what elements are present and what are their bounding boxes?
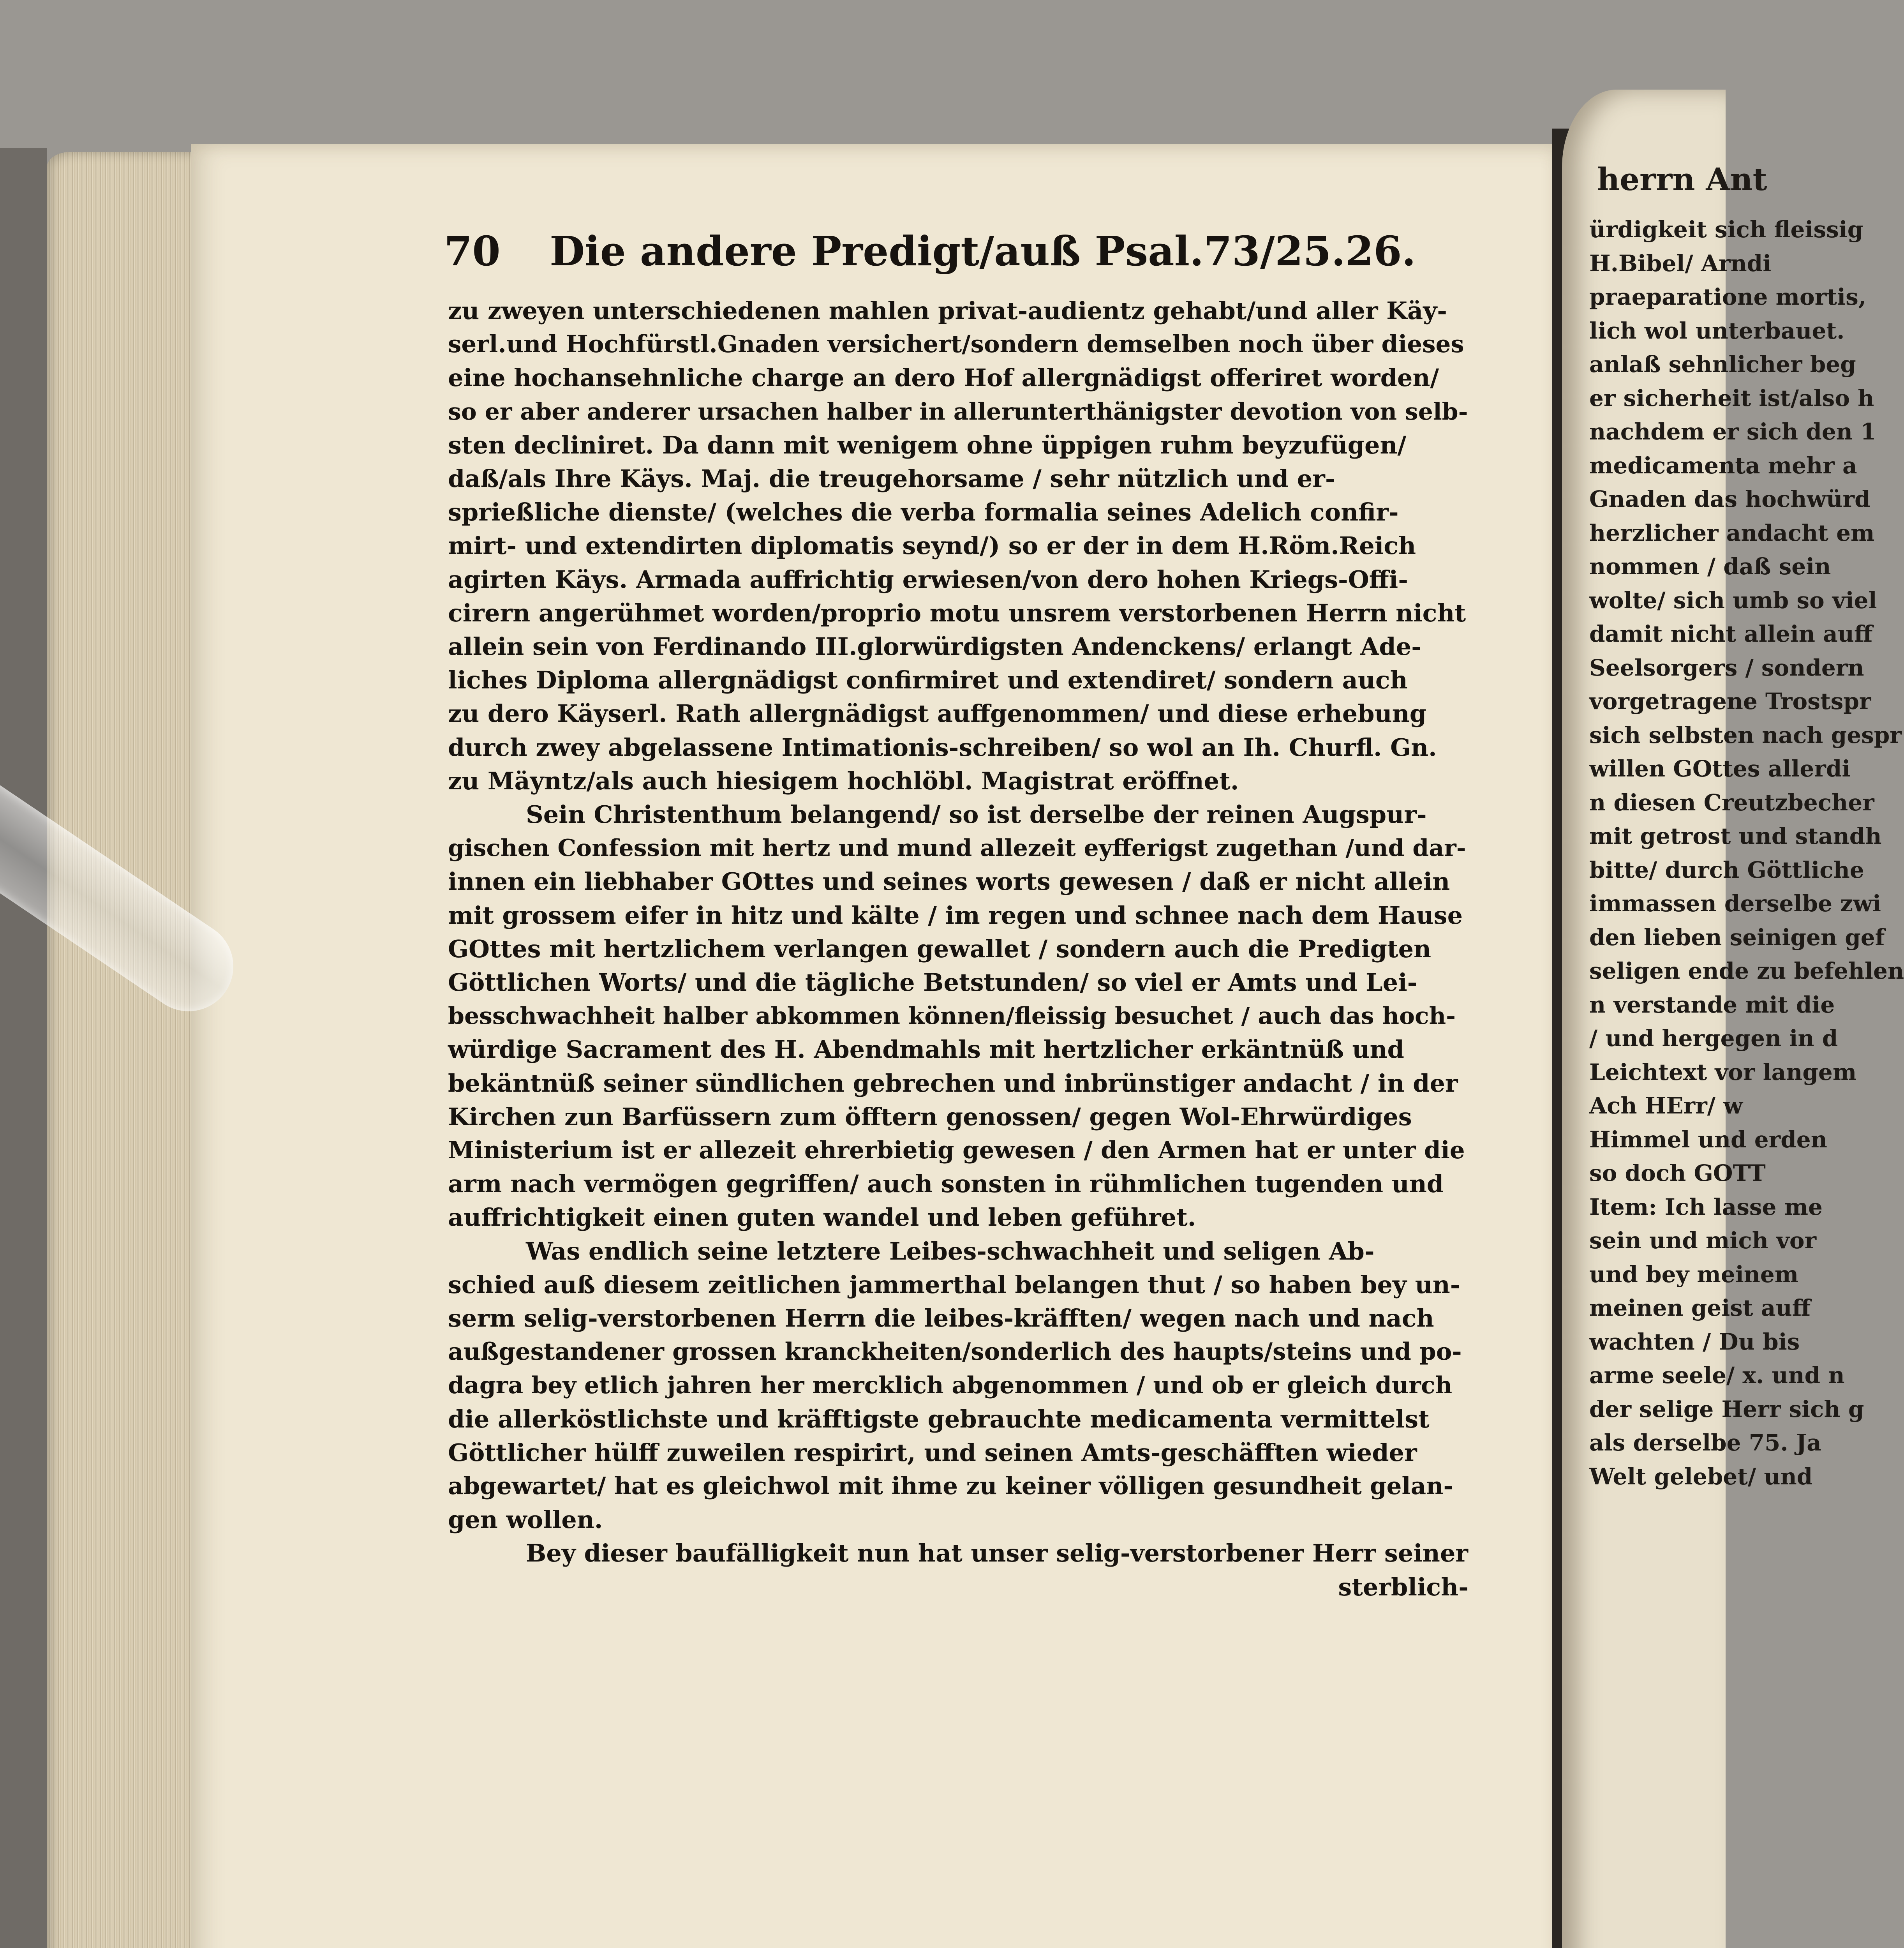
facing-line: / und hergegen in d [1589, 1025, 1838, 1052]
page-header [444, 222, 1416, 281]
body-line: Sein Christenthum belangend/ so ist derselbe der reinen Augspur- [526, 800, 1427, 829]
body-line: allein sein von Ferdinando III.glorwürdigsten Andenckens/ erlangt Ade- [448, 632, 1421, 661]
body-line: gischen Confession mit hertz und mund allezeit eyfferigst zugethan /und dar- [448, 835, 1466, 862]
body-line: agirten Käys. Armada auffrichtig erwiesen/von dero hohen Kriegs-Offi- [448, 565, 1408, 594]
facing-line: wachten / Du bis [1589, 1328, 1800, 1355]
body-line: bekäntnüß seiner sündlichen gebrechen und inbrünstiger andacht / in der [448, 1069, 1458, 1098]
facing-line: praeparatione mortis, [1589, 284, 1866, 310]
facing-line: nachdem er sich den 1 [1589, 418, 1876, 445]
facing-line: immassen derselbe zwi [1589, 890, 1881, 917]
facing-line: der selige Herr sich g [1589, 1396, 1864, 1422]
facing-line: damit nicht allein auff [1589, 621, 1873, 647]
body-line: serl.und Hochfürstl.Gnaden versichert/sondern demselben noch über dieses [448, 330, 1464, 358]
body-line: sprießliche dienste/ (welches die verba formalia seines Adelich confir- [448, 498, 1399, 527]
body-line: Was endlich seine letztere Leibes-schwachheit und seligen Ab- [526, 1237, 1375, 1265]
body-line: dagra bey etlich jahren her mercklich abgenommen / und ob er gleich durch [448, 1372, 1453, 1399]
facing-line: er sicherheit ist/also h [1589, 385, 1874, 411]
facing-line: vorgetragene Trostspr [1589, 688, 1871, 715]
body-line: sten decliniret. Da dann mit wenigem ohne üppigen ruhm beyzufügen/ [448, 431, 1407, 459]
body-line: gen wollen. [448, 1505, 603, 1534]
page-edges [47, 152, 195, 1948]
body-line: schied auß diesem zeitlichen jammerthal belangen thut / so haben bey un- [448, 1270, 1460, 1299]
facing-line: H.Bibel/ Arndi [1589, 250, 1772, 277]
facing-line: so doch GOTT [1589, 1160, 1766, 1186]
body-line: serm selig-verstorbenen Herrn die leibes-kräfften/ wegen nach und nach [448, 1304, 1434, 1332]
running-head: Die andere Predigt/auß Psal.73/25.26. [549, 227, 1416, 275]
body-line: besschwachheit halber abkommen können/fleissig besuchet / auch das hoch- [448, 1002, 1456, 1030]
facing-line: sich selbsten nach gespr [1589, 722, 1902, 748]
body-line: daß/als Ihre Käys. Maj. die treugehorsame / sehr nützlich und er- [448, 464, 1335, 493]
facing-page [1562, 90, 1904, 1948]
facing-line: als derselbe 75. Ja [1589, 1429, 1821, 1456]
body-line: Kirchen zun Barfüssern zum öfftern genossen/ gegen Wol-Ehrwürdiges [448, 1102, 1412, 1131]
facing-line: lich wol unterbauet. [1589, 317, 1845, 344]
facing-line: meinen geist auff [1589, 1295, 1811, 1321]
facing-line: Welt gelebet/ und [1589, 1463, 1813, 1490]
body-line: zu Mäyntz/als auch hiesigem hochlöbl. Magistrat eröffnet. [448, 766, 1239, 795]
body-line: Ministerium ist er allezeit ehrerbietig gewesen / den Armen hat er unter die [448, 1136, 1465, 1164]
facing-line: bitte/ durch Göttliche [1589, 856, 1864, 883]
facing-line: willen GOttes allerdi [1589, 755, 1851, 782]
body-line: Göttlicher hülff zuweilen respirirt, und seinen Amts-geschäfften wieder [448, 1438, 1417, 1467]
body-line: Göttlichen Worts/ und die tägliche Betstunden/ so viel er Amts und Lei- [448, 968, 1417, 997]
body-line: Bey dieser baufälligkeit nun hat unser selig-verstorbener Herr seiner [526, 1539, 1468, 1568]
body-line: würdige Sacrament des H. Abendmahls mit hertzlicher erkäntnüß und [448, 1035, 1404, 1064]
facing-line: Item: Ich lasse me [1589, 1193, 1823, 1220]
facing-line: arme seele/ x. und n [1589, 1362, 1845, 1389]
body-line: auffrichtigkeit einen guten wandel und leben geführet. [448, 1203, 1196, 1232]
facing-line: Ach HErr/ w [1589, 1092, 1743, 1119]
body-line: so er aber anderer ursachen halber in allerunterthänigster devotion von selb- [448, 398, 1468, 425]
facing-line: herzlicher andacht em [1589, 519, 1875, 546]
facing-line: den lieben seinigen gef [1589, 924, 1885, 951]
facing-line: wolte/ sich umb so viel [1589, 587, 1877, 614]
body-line: außgestandener grossen kranckheiten/sonderlich des haupts/steins und po- [448, 1338, 1462, 1366]
facing-running-head: herrn Ant [1597, 161, 1767, 198]
body-line: mit grossem eifer in hitz und kälte / im regen und schnee nach dem Hause [448, 901, 1463, 930]
body-line: durch zwey abgelassene Intimationis-schreiben/ so wol an Ih. Churfl. Gn. [448, 733, 1437, 762]
background-shadow [0, 148, 47, 1948]
facing-line: sein und mich vor [1589, 1227, 1817, 1254]
facing-line: mit getrost und standh [1589, 823, 1882, 849]
facing-line: n diesen Creutzbecher [1589, 789, 1874, 816]
body-line: die allerköstlichste und kräfftigste gebrauchte medicamenta vermittelst [448, 1405, 1430, 1433]
page-number: 70 [444, 227, 501, 275]
body-line: zu dero Käyserl. Rath allergnädigst auffgenommen/ und diese erhebung [448, 699, 1427, 728]
facing-line: medicamenta mehr a [1589, 452, 1857, 479]
body-line: arm nach vermögen gegriffen/ auch sonsten in rühmlichen tugenden und [448, 1170, 1444, 1198]
facing-line: ürdigkeit sich fleissig [1589, 216, 1863, 243]
facing-line: Himmel und erden [1589, 1126, 1827, 1153]
body-line: cirern angerühmet worden/proprio motu unsrem verstorbenen Herrn nicht [448, 598, 1466, 627]
body-line: mirt- und extendirten diplomatis seynd/) so er der in dem H.Röm.Reich [448, 531, 1416, 560]
facing-line: nommen / daß sein [1589, 553, 1831, 580]
facing-line: Gnaden das hochwürd [1589, 486, 1871, 512]
body-line: sterblich- [1338, 1572, 1469, 1601]
facing-line: seligen ende zu befehlen [1589, 958, 1904, 984]
facing-line: Seelsorgers / sondern [1589, 654, 1864, 681]
body-line: abgewartet/ hat es gleichwol mit ihme zu keiner völligen gesundheit gelan- [448, 1472, 1453, 1500]
body-line: zu zweyen unterschiedenen mahlen privat-audientz gehabt/und aller Käy- [448, 296, 1447, 325]
facing-line: n verstande mit die [1589, 991, 1835, 1018]
body-line: liches Diploma allergnädigst confirmiret und extendiret/ sondern auch [448, 666, 1408, 695]
facing-line: und bey meinem [1589, 1261, 1799, 1288]
body-line: eine hochansehnliche charge an dero Hof allergnädigst offeriret worden/ [448, 363, 1439, 392]
body-line: GOttes mit hertzlichem verlangen gewallet / sondern auch die Predigten [448, 934, 1432, 963]
body-line: innen ein liebhaber GOttes und seines worts gewesen / daß er nicht allein [448, 867, 1450, 896]
facing-line: anlaß sehnlicher beg [1589, 351, 1856, 378]
facing-line: Leichtext vor langem [1589, 1059, 1857, 1085]
